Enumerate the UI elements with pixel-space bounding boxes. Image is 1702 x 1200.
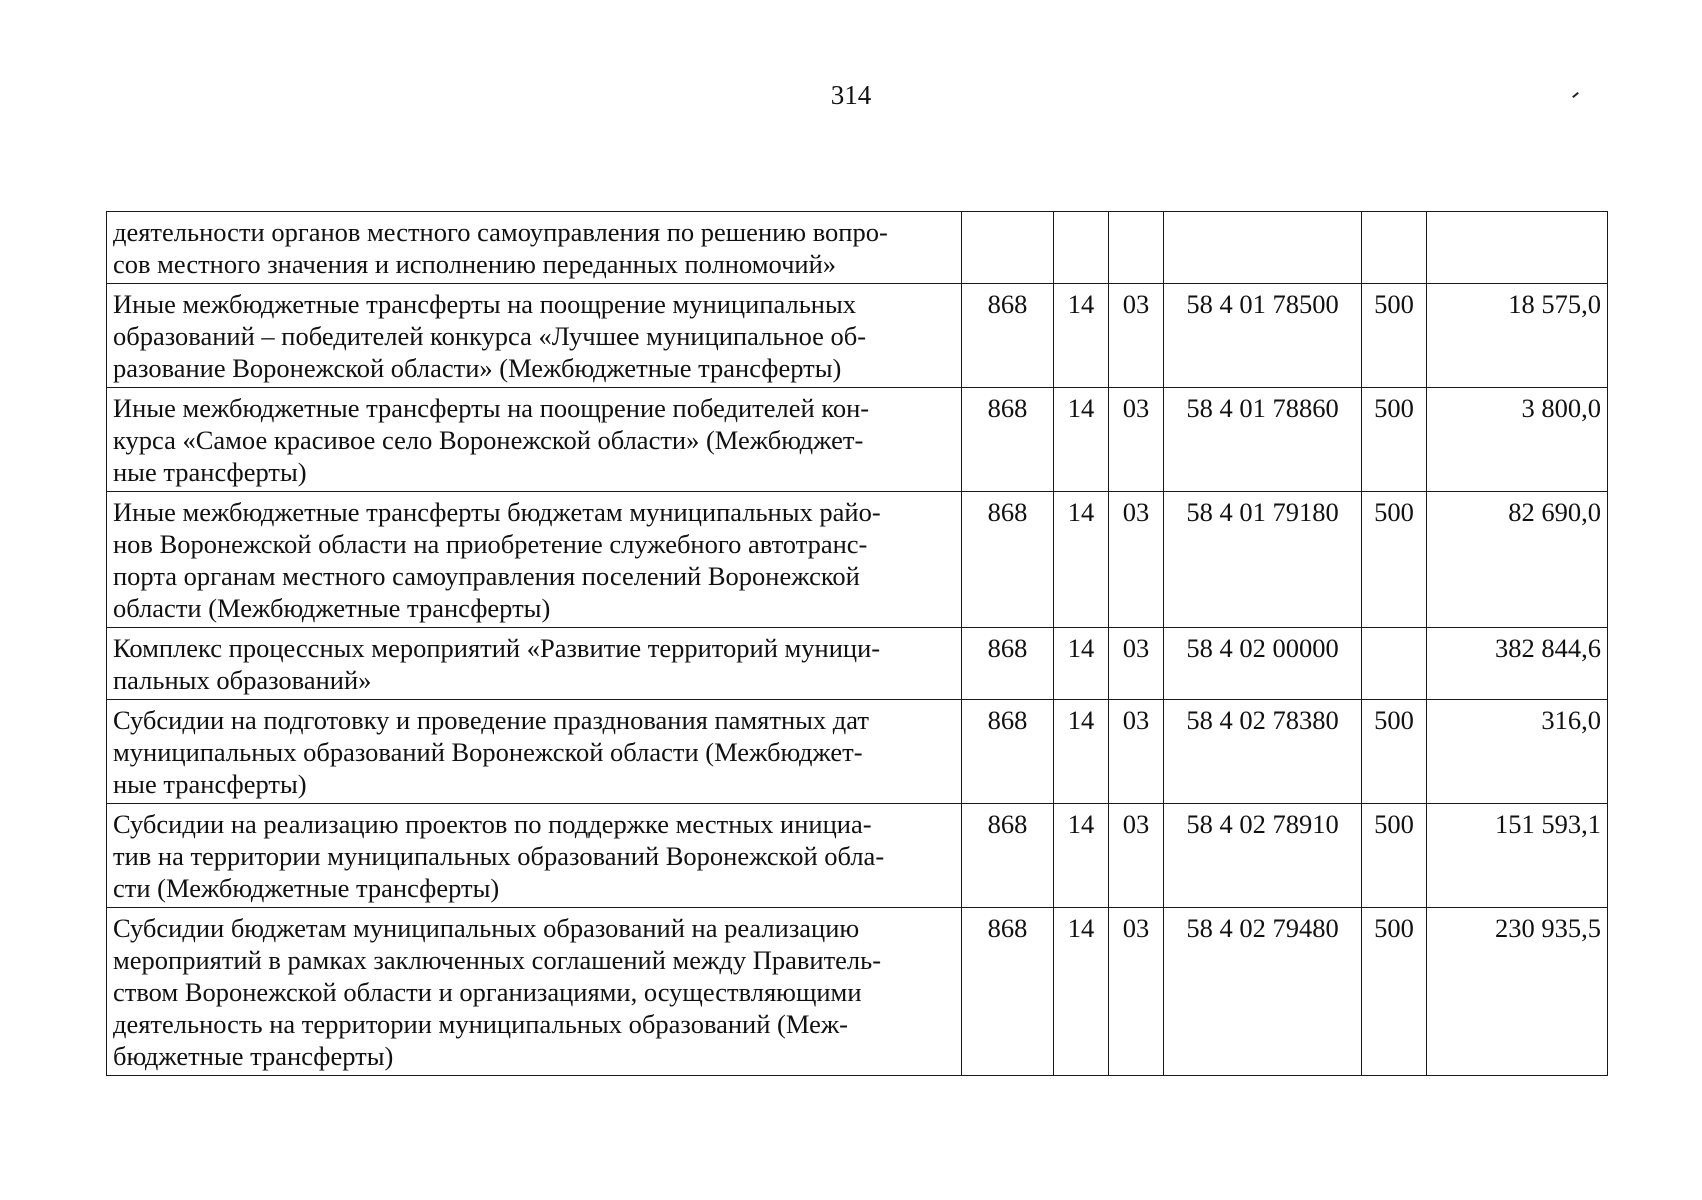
description-cell: Иные межбюджетные трансферты бюджетам муниципальных райо- нов Воронежской области на приобретение служебного автотранс- порта органам местного самоуправления поселений Воронежской области (Межбюджетные трансферты) xyxy=(107,492,962,628)
grbs-cell: 868 xyxy=(962,804,1054,908)
amount-cell: 151 593,1 xyxy=(1427,804,1608,908)
description-cell: Комплекс процессных мероприятий «Развитие территорий муници- пальных образований» xyxy=(107,628,962,700)
grbs-cell: 868 xyxy=(962,284,1054,388)
grbs-cell: 868 xyxy=(962,628,1054,700)
expense-type-cell xyxy=(1362,212,1427,284)
section-cell: 14 xyxy=(1054,284,1109,388)
section-cell: 14 xyxy=(1054,388,1109,492)
amount-cell: 18 575,0 xyxy=(1427,284,1608,388)
subsection-cell: 03 xyxy=(1109,492,1164,628)
target-article-cell: 58 4 01 78860 xyxy=(1164,388,1362,492)
subsection-cell xyxy=(1109,212,1164,284)
section-cell: 14 xyxy=(1054,804,1109,908)
amount-cell: 3 800,0 xyxy=(1427,388,1608,492)
target-article-cell: 58 4 01 79180 xyxy=(1164,492,1362,628)
grbs-cell: 868 xyxy=(962,388,1054,492)
section-cell: 14 xyxy=(1054,908,1109,1076)
description-cell: Субсидии бюджетам муниципальных образований на реализацию мероприятий в рамках заключенных соглашений между Правитель- ством Воронежской области и организациями, осуществляющими деятельность на территории муниципальных образований (Меж- бюджетные трансферты) xyxy=(107,908,962,1076)
target-article-cell: 58 4 02 79480 xyxy=(1164,908,1362,1076)
amount-cell: 82 690,0 xyxy=(1427,492,1608,628)
table-row xyxy=(107,388,1608,492)
target-article-cell: 58 4 01 78500 xyxy=(1164,284,1362,388)
grbs-cell xyxy=(962,212,1054,284)
grbs-cell: 868 xyxy=(962,908,1054,1076)
target-article-cell xyxy=(1164,212,1362,284)
subsection-cell: 03 xyxy=(1109,700,1164,804)
expense-type-cell: 500 xyxy=(1362,804,1427,908)
grbs-cell: 868 xyxy=(962,700,1054,804)
description-cell: Субсидии на подготовку и проведение празднования памятных дат муниципальных образований Воронежской области (Межбюджет- ные трансферты) xyxy=(107,700,962,804)
grbs-cell: 868 xyxy=(962,492,1054,628)
target-article-cell: 58 4 02 78380 xyxy=(1164,700,1362,804)
subsection-cell: 03 xyxy=(1109,628,1164,700)
section-cell xyxy=(1054,212,1109,284)
amount-cell: 316,0 xyxy=(1427,700,1608,804)
expense-type-cell: 500 xyxy=(1362,388,1427,492)
amount-cell: 382 844,6 xyxy=(1427,628,1608,700)
table-row xyxy=(107,628,1608,700)
target-article-cell: 58 4 02 00000 xyxy=(1164,628,1362,700)
table-row xyxy=(107,284,1608,388)
description-cell: Иные межбюджетные трансферты на поощрение муниципальных образований – победителей конкурса «Лучшее муниципальное об- разование Воронежской области» (Межбюджетные трансферты) xyxy=(107,284,962,388)
subsection-cell: 03 xyxy=(1109,284,1164,388)
description-cell: деятельности органов местного самоуправления по решению вопро- сов местного значения и исполнению переданных полномочий» xyxy=(107,212,962,284)
subsection-cell: 03 xyxy=(1109,908,1164,1076)
amount-cell: 230 935,5 xyxy=(1427,908,1608,1076)
table-row xyxy=(107,492,1608,628)
amount-cell xyxy=(1427,212,1608,284)
section-cell: 14 xyxy=(1054,628,1109,700)
expense-type-cell: 500 xyxy=(1362,284,1427,388)
page-number: 314 xyxy=(830,80,872,110)
description-cell: Субсидии на реализацию проектов по поддержке местных инициа- тив на территории муниципальных образований Воронежской обла- сти (Межбюджетные трансферты) xyxy=(107,804,962,908)
expense-type-cell: 500 xyxy=(1362,908,1427,1076)
target-article-cell: 58 4 02 78910 xyxy=(1164,804,1362,908)
expense-type-cell xyxy=(1362,628,1427,700)
table-body xyxy=(107,212,1608,1076)
subsection-cell: 03 xyxy=(1109,804,1164,908)
budget-table xyxy=(106,211,1608,1076)
subsection-cell: 03 xyxy=(1109,388,1164,492)
description-cell: Иные межбюджетные трансферты на поощрение победителей кон- курса «Самое красивое село Воронежской области» (Межбюджет- ные трансферты) xyxy=(107,388,962,492)
section-cell: 14 xyxy=(1054,700,1109,804)
expense-type-cell: 500 xyxy=(1362,700,1427,804)
expense-type-cell: 500 xyxy=(1362,492,1427,628)
table-row xyxy=(107,700,1608,804)
section-cell: 14 xyxy=(1054,492,1109,628)
table-row xyxy=(107,804,1608,908)
table-row xyxy=(107,908,1608,1076)
table-row xyxy=(107,212,1608,284)
